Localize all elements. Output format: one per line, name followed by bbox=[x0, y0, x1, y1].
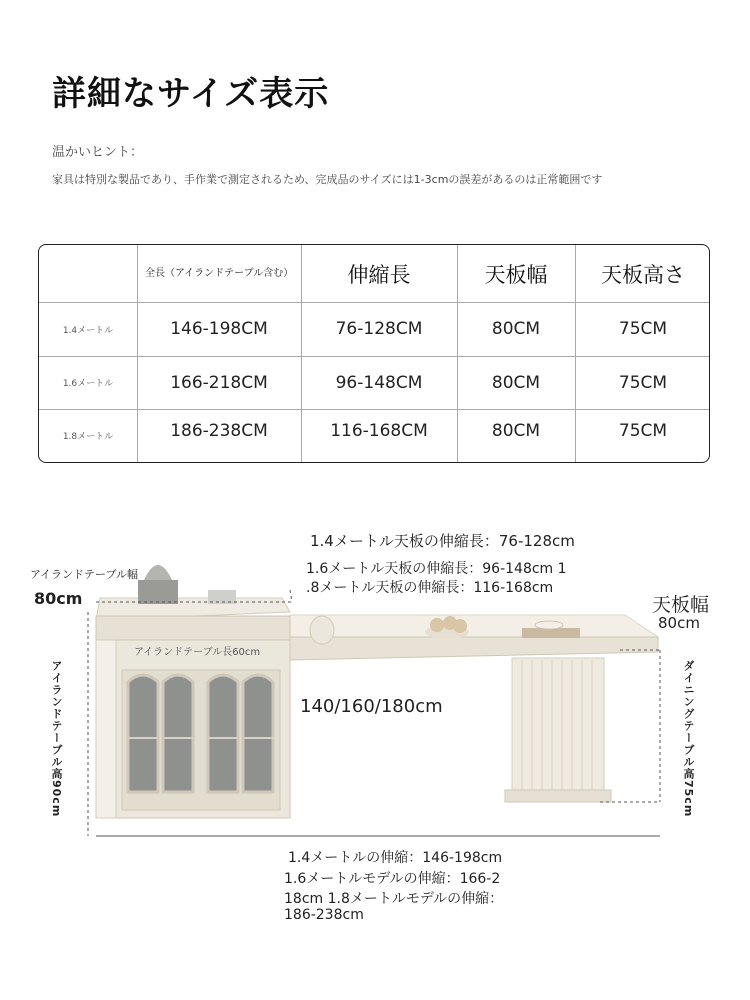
size-table bbox=[38, 244, 710, 463]
dining-height-label: ダイニングテーブル高75cm bbox=[682, 660, 695, 818]
top-width-label: 天板幅 bbox=[652, 594, 710, 616]
table-cell: 80CM bbox=[491, 319, 541, 339]
row-label: 1.4メートル bbox=[62, 325, 114, 336]
hint-label: 温かいヒント： bbox=[52, 145, 144, 160]
table-cell: 186-238CM bbox=[170, 421, 268, 441]
island-length-label: アイランドテーブル長60cm bbox=[134, 647, 261, 658]
total-length-18: 18cm 1.8メートルモデルの伸縮： bbox=[284, 891, 504, 907]
header-top-height: 天板高さ bbox=[601, 262, 685, 287]
dimension-diagram bbox=[0, 500, 750, 1000]
header-total-length: 全長（アイランドテーブル含む） bbox=[145, 268, 294, 279]
extension-label-18: .8メートル天板の伸縮長：116-168cm bbox=[306, 580, 554, 596]
island-width-value: 80cm bbox=[34, 589, 83, 608]
header-extension: 伸縮長 bbox=[347, 262, 411, 287]
row-label: 1.8メートル bbox=[62, 432, 114, 442]
island-height-label: アイランドテーブル高90cm bbox=[50, 660, 63, 818]
total-length-18-value: 186-238cm bbox=[284, 907, 364, 923]
extension-label-16: 1.6メートル天板の伸縮長：96-148cm 1 bbox=[306, 561, 567, 577]
island-width-label: アイランドテーブル幅 bbox=[30, 568, 139, 581]
table-cell: 80CM bbox=[491, 421, 541, 441]
table-cell: 80CM bbox=[491, 372, 541, 393]
row-label: 1.6メートル bbox=[62, 379, 114, 389]
total-length-16: 1.6メートルモデルの伸縮：166-2 bbox=[284, 871, 501, 887]
extension-label-14: 1.4メートル天板の伸縮長：76-128cm bbox=[310, 532, 575, 550]
table-cell: 96-148CM bbox=[335, 372, 423, 393]
header-top-width: 天板幅 bbox=[484, 262, 548, 287]
table-cell: 116-168CM bbox=[330, 421, 428, 441]
table-cell: 75CM bbox=[618, 372, 668, 393]
table-cell: 166-218CM bbox=[170, 372, 268, 393]
table-cell: 75CM bbox=[618, 421, 668, 441]
top-width-value: 80cm bbox=[658, 614, 700, 632]
page-title: 詳細なサイズ表示 bbox=[52, 74, 330, 114]
table-cell: 75CM bbox=[618, 319, 668, 339]
total-length-14: 1.4メートルの伸縮：146-198cm bbox=[288, 850, 503, 866]
table-length-label: 140/160/180cm bbox=[300, 696, 443, 717]
table-cell: 146-198CM bbox=[170, 319, 268, 339]
hint-text: 家具は特別な製品であり、手作業で測定されるため、完成品のサイズには1-3cmの誤差があるのは正常範囲です bbox=[52, 173, 603, 186]
table-cell: 76-128CM bbox=[335, 319, 423, 339]
